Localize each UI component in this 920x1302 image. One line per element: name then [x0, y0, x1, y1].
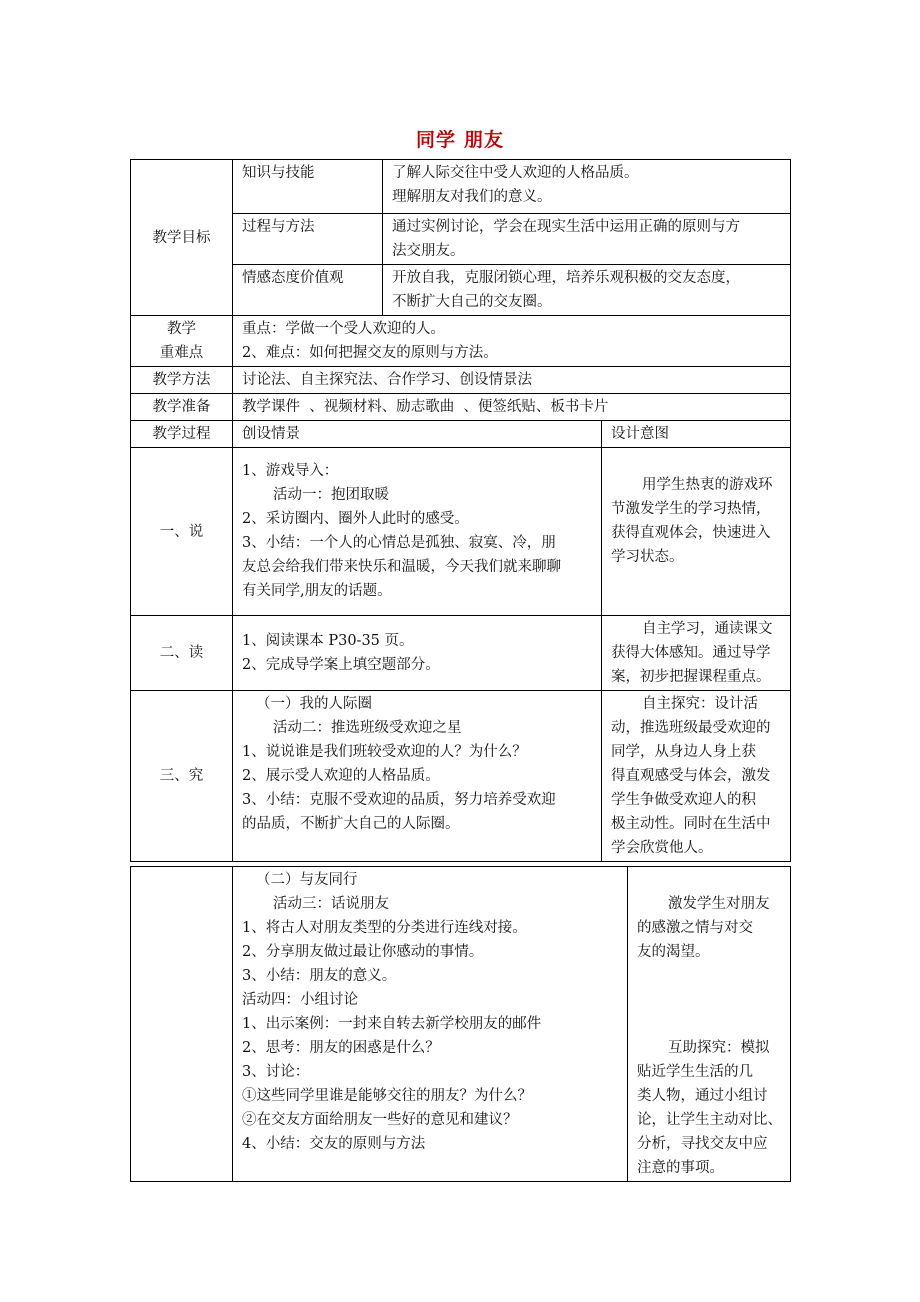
objective-line: 不断扩大自己的交友圈。	[392, 294, 552, 310]
methods-label: 教学方法	[131, 367, 233, 394]
process-label: 教学过程	[131, 421, 233, 448]
section-1-line: 2、采访圈内、圈外人此时的感受。	[242, 511, 469, 527]
section-1-intent-line: 学习状态。	[611, 549, 684, 565]
section-1-intent-line: 节激发学生的学习热情，	[611, 501, 771, 517]
section-1-intent-line: 获得直观体会，快速进入	[611, 525, 771, 541]
section-3-intent-line: 动，推选班级最受欢迎的	[611, 720, 771, 736]
methods-text: 讨论法、自主探究法、合作学习、创设情景法	[233, 367, 791, 394]
section-3b-line: 活动三：话说朋友	[273, 896, 389, 912]
section-3b-line: 2、分享朋友做过最让你感动的事情。	[242, 944, 484, 960]
section-1-row	[131, 448, 791, 616]
objective-name: 情感态度价值观	[233, 265, 383, 316]
process-col-scenario: 创设情景	[233, 421, 602, 448]
section-3b-intent-line: 的感激之情与对交	[637, 920, 753, 936]
title-part-2: 朋友	[464, 129, 505, 151]
keypoints-label	[131, 316, 233, 367]
section-2-intent	[602, 616, 791, 691]
section-3b-intent-line: 激发学生对朋友	[668, 896, 770, 912]
section-3-intent-line: 自主探究：设计活	[642, 696, 758, 712]
section-3b-label	[131, 867, 233, 1182]
process-header-row	[131, 421, 791, 448]
prep-row	[131, 394, 791, 421]
section-3b-intent-line: 论，让学生主动对比、	[637, 1112, 782, 1128]
section-3b-intent	[628, 867, 791, 1182]
objective-name: 知识与技能	[233, 160, 383, 214]
section-2-intent-line: 自主学习，通读课文	[642, 621, 773, 637]
section-3b-line: （二）与友同行	[256, 872, 358, 888]
prep-text: 教学课件 、视频材料、励志歌曲 、便签纸贴、板书卡片	[233, 394, 791, 421]
methods-row	[131, 367, 791, 394]
section-3b-intent-line: 分析，寻找交友中应	[637, 1136, 768, 1152]
section-3b-line: 4、小结：交友的原则与方法	[242, 1136, 426, 1152]
section-3-label: 三、究	[131, 691, 233, 862]
section-2-row	[131, 616, 791, 691]
section-1-line: 有关同学,朋友的话题。	[242, 583, 392, 599]
section-3-line: 活动二：推选班级受欢迎之星	[273, 720, 462, 736]
section-1-line: 1、游戏导入：	[242, 463, 339, 479]
section-3b-line: 3、讨论：	[242, 1064, 310, 1080]
keypoints-content	[233, 316, 791, 367]
objectives-label: 教学目标	[131, 160, 233, 316]
keypoints-line: 重点：学做一个受人欢迎的人。	[242, 321, 445, 337]
objective-line: 法交朋友。	[392, 243, 465, 259]
section-3b-line: 1、将古人对朋友类型的分类进行连线对接。	[242, 920, 527, 936]
section-3-intent	[602, 691, 791, 862]
objective-line: 通过实例讨论，学会在现实生活中运用正确的原则与方	[392, 219, 740, 235]
section-3b-intent-line: 友的渴望。	[637, 944, 710, 960]
section-1-line: 友总会给我们带来快乐和温暖，今天我们就来聊聊	[242, 559, 561, 575]
section-3-line: 1、说说谁是我们班较受欢迎的人？为什么？	[242, 744, 527, 760]
section-3b-intent-line: 类人物，通过小组讨	[637, 1088, 768, 1104]
section-1-label: 一、说	[131, 448, 233, 616]
objective-content	[383, 160, 791, 214]
section-2-line: 2、完成导学案上填空题部分。	[242, 657, 440, 673]
section-3-intent-line: 学生争做受欢迎人的积	[611, 792, 756, 808]
section-2-line: 1、阅读课本 P30-35 页。	[242, 633, 414, 649]
section-3b-line: 活动四：小组讨论	[242, 992, 358, 1008]
section-3b-line: 2、思考：朋友的困惑是什么？	[242, 1040, 440, 1056]
section-3-content	[233, 691, 602, 862]
section-3-line: 3、小结：克服不受欢迎的品质，努力培养受欢迎	[242, 792, 556, 808]
keypoints-row	[131, 316, 791, 367]
section-1-intent-line: 用学生热衷的游戏环	[642, 477, 773, 493]
section-1-intent	[602, 448, 791, 616]
section-3b-intent-line: 贴近学生生活的几	[637, 1064, 753, 1080]
keypoints-label-line: 重难点	[159, 345, 204, 361]
objective-row-knowledge	[131, 160, 791, 214]
section-3-intent-line: 极主动性。同时在生活中	[611, 816, 771, 832]
section-3b-line: ①这些同学里谁是能够交往的朋友？为什么？	[242, 1088, 532, 1104]
section-3-intent-line: 同学，从身边人身上获	[611, 744, 756, 760]
section-2-intent-line: 获得大体感知。通过导学	[611, 645, 771, 661]
section-3b-content	[233, 867, 628, 1182]
section-3b-line: 1、出示案例：一封来自转去新学校朋友的邮件	[242, 1016, 542, 1032]
section-1-line: 3、小结：一个人的心情总是孤独、寂寞、冷，朋	[242, 535, 556, 551]
section-3b-line: 3、小结：朋友的意义。	[242, 968, 397, 984]
objective-content	[383, 214, 791, 265]
section-1-content	[233, 448, 602, 616]
section-3-line: 的品质，不断扩大自己的人际圈。	[242, 816, 460, 832]
section-3b-intent-line: 互助探究：模拟	[668, 1040, 770, 1056]
keypoints-line: 2、难点：如何把握交友的原则与方法。	[242, 345, 498, 361]
objective-line: 理解朋友对我们的意义。	[392, 189, 552, 205]
section-3-intent-line: 学会欣赏他人。	[611, 840, 713, 856]
page-title	[0, 125, 920, 152]
section-3-intent-line: 得直观感受与体会，激发	[611, 768, 771, 784]
continuation-table	[130, 866, 791, 1182]
objective-line: 开放自我，克服闭锁心理，培养乐观积极的交友态度，	[392, 270, 740, 286]
section-3b-intent-line: 注意的事项。	[637, 1160, 724, 1176]
objective-name: 过程与方法	[233, 214, 383, 265]
prep-label: 教学准备	[131, 394, 233, 421]
process-col-intent: 设计意图	[602, 421, 791, 448]
section-3b-row	[131, 867, 791, 1182]
section-3b-line: ②在交友方面给朋友一些好的意见和建议？	[242, 1112, 518, 1128]
keypoints-label-line: 教学	[167, 321, 196, 337]
lesson-plan-table	[130, 159, 791, 862]
section-3-line: （一）我的人际圈	[256, 696, 372, 712]
section-1-line: 活动一：抱团取暖	[273, 487, 389, 503]
section-2-intent-line: 案，初步把握课程重点。	[611, 669, 771, 685]
section-2-label: 二、读	[131, 616, 233, 691]
section-3-line: 2、展示受人欢迎的人格品质。	[242, 768, 440, 784]
objective-content	[383, 265, 791, 316]
title-part-1: 同学	[415, 129, 456, 151]
objective-line: 了解人际交往中受人欢迎的人格品质。	[392, 165, 639, 181]
section-3-row	[131, 691, 791, 862]
section-2-content	[233, 616, 602, 691]
